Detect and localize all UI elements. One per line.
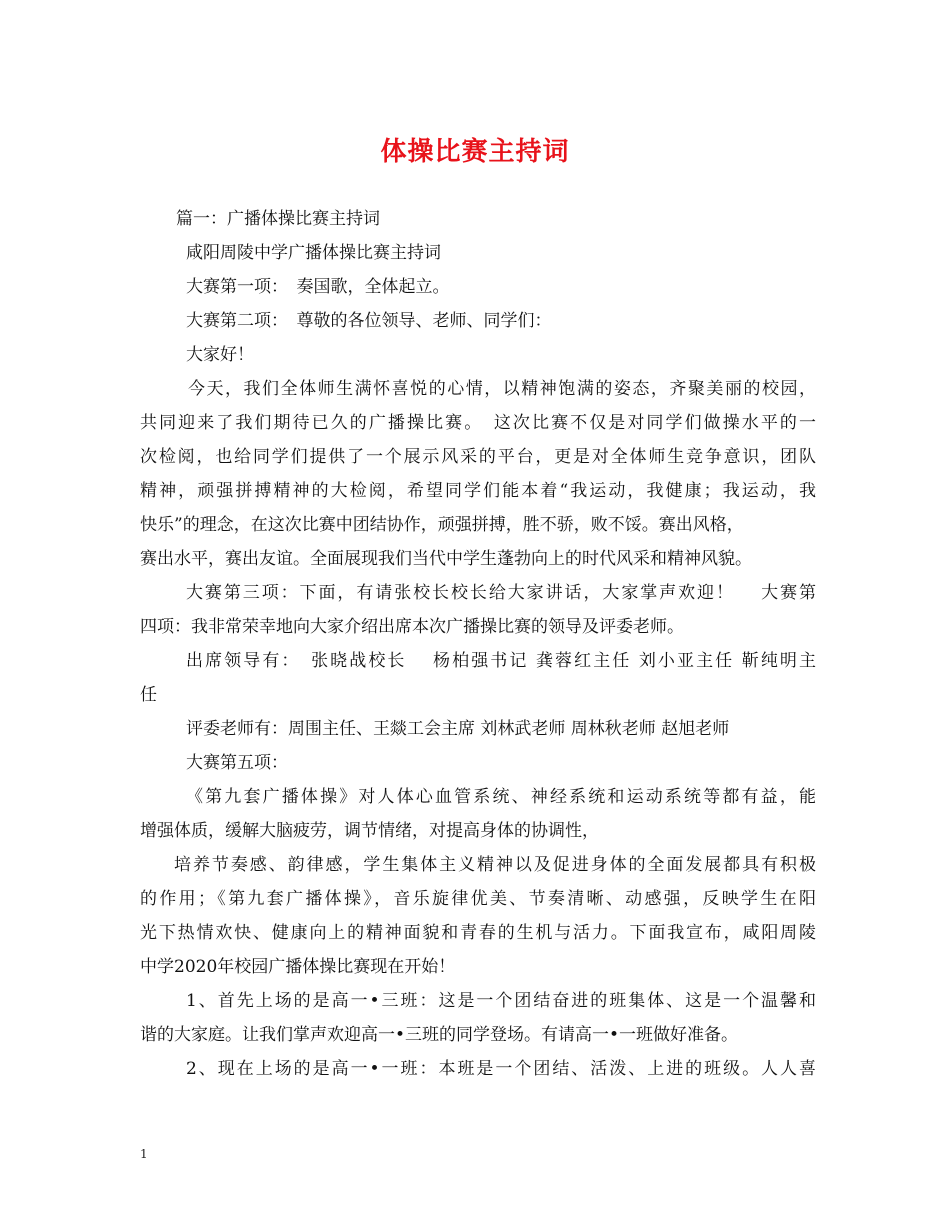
document-body: [140, 202, 816, 1086]
text-line: 次检阅，也给同学们提供了一个展示风采的平台，更是对全体师生竞争意识，团队: [140, 447, 816, 467]
text-line: 大家好！: [186, 345, 254, 365]
text-line: 1、首先上场的是高一•三班：这是一个团结奋进的班集体、这是一个温馨和: [186, 991, 816, 1011]
text-line: 增强体质，缓解大脑疲劳，调节情绪，对提高身体的协调性，: [140, 821, 599, 841]
page-number: 1: [140, 1147, 148, 1161]
text-line: 的作用；《第九套广播体操》，音乐旋律优美、节奏清晰、动感强，反映学生在阳: [140, 889, 816, 909]
text-line: 快乐”的理念，在这次比赛中团结协作，顽强拼搏，胜不骄，败不馁。赛出风格，: [140, 515, 744, 535]
text-line: 大赛第一项： 奏国歌，全体起立。: [186, 277, 450, 297]
text-line: 《第九套广播体操》对人体心血管系统、神经系统和运动系统等都有益，能: [186, 787, 816, 807]
text-line: 任: [140, 685, 157, 705]
text-line: 精神，顽强拼搏精神的大检阅，希望同学们能本着“我运动，我健康；我运动，我: [140, 481, 816, 501]
text-line: 光下热情欢快、健康向上的精神面貌和青春的生机与活力。下面我宣布，咸阳周陵: [140, 923, 816, 943]
text-line: 出席领导有： 张晓战校长 杨柏强书记 龚蓉红主任 刘小亚主任 靳纯明主: [186, 651, 816, 671]
text-line: 赛出水平，赛出友谊。全面展现我们当代中学生蓬勃向上的时代风采和精神风貌。: [140, 549, 752, 569]
text-line: 培养节奏感、韵律感，学生集体主义精神以及促进身体的全面发展都具有积极: [174, 855, 816, 875]
text-line: 评委老师有：周围主任、王燚工会主席 刘林武老师 周林秋老师 赵旭老师: [186, 719, 730, 739]
text-line: 大赛第三项：下面，有请张校长校长给大家讲话，大家掌声欢迎！ 大赛第: [186, 583, 816, 603]
text-line: 大赛第二项： 尊敬的各位领导、老师、同学们：: [186, 311, 552, 331]
text-line: 今天，我们全体师生满怀喜悦的心情，以精神饱满的姿态，齐聚美丽的校园，: [188, 379, 816, 399]
text-line: 篇一：广播体操比赛主持词: [176, 209, 380, 229]
text-line: 咸阳周陵中学广播体操比赛主持词: [186, 243, 441, 263]
text-line: 四项：我非常荣幸地向大家介绍出席本次广播操比赛的领导及评委老师。: [140, 617, 684, 637]
text-line: 大赛第五项：: [186, 753, 288, 773]
document-title: 体操比赛主持词: [380, 137, 570, 167]
text-line: 共同迎来了我们期待已久的广播操比赛。 这次比赛不仅是对同学们做操水平的一: [140, 413, 816, 433]
text-line: 谐的大家庭。让我们掌声欢迎高一•三班的同学登场。有请高一•一班做好准备。: [140, 1025, 739, 1045]
text-line: 2、现在上场的是高一•一班：本班是一个团结、活泼、上进的班级。人人喜: [186, 1059, 816, 1079]
text-line: 中学2020年校园广播体操比赛现在开始！: [140, 957, 456, 977]
